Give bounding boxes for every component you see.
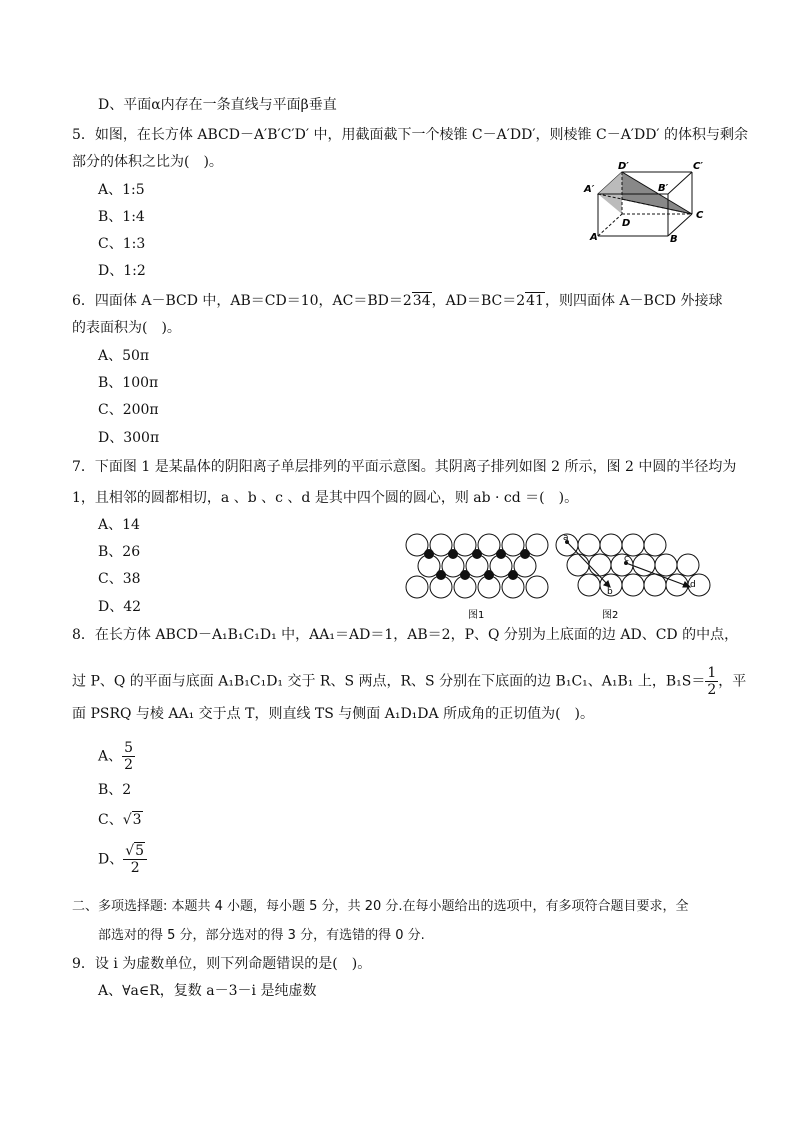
q5-label-cprime: C′ bbox=[693, 161, 703, 172]
q5-option-c: C、1:3 bbox=[98, 236, 146, 252]
q6-stem-part-a: 6．四面体 A－BCD 中，AB＝CD＝10，AC＝BD＝2 bbox=[72, 293, 412, 309]
q5-label-bprime: B′ bbox=[658, 183, 669, 194]
q8-fraction-half bbox=[705, 665, 718, 698]
q7-option-d: D、42 bbox=[98, 599, 142, 615]
q6-stem-line2: 的表面积为( )。 bbox=[72, 320, 181, 336]
q7-stem-line1: 7．下面图 1 是某晶体的阴阳离子单层排列的平面示意图。其阴离子排列如图 2 所示，图 2 中圆的半径均为 bbox=[72, 459, 737, 475]
q6-option-c: C、200π bbox=[98, 402, 159, 418]
q8-option-a-label: A、 bbox=[98, 748, 123, 765]
q5-label-a: A bbox=[590, 232, 598, 243]
q5-stem-line1: 5．如图，在长方体 ABCD－A′B′C′D′ 中，用截面截下一个棱锥 C－A′DD′，则棱锥 C－A′DD′ 的体积与剩余 bbox=[72, 127, 749, 143]
q5-label-aprime: A′ bbox=[584, 184, 595, 195]
q5-label-c: C bbox=[696, 210, 704, 221]
q6-sqrt-41: 41 bbox=[526, 293, 544, 309]
q7-option-a: A、14 bbox=[98, 517, 140, 533]
q7-option-c: C、38 bbox=[98, 571, 141, 587]
q8-fraction-num: 1 bbox=[707, 665, 717, 681]
q5-cuboid-figure bbox=[580, 158, 710, 248]
q9-stem: 9．设 i 为虚数单位，则下列命题错误的是( )。 bbox=[72, 956, 372, 972]
q5-option-a: A、1:5 bbox=[98, 182, 145, 198]
q8-fraction-den: 2 bbox=[707, 682, 717, 698]
q5-label-b: B bbox=[670, 234, 678, 245]
q8-option-d-frac bbox=[123, 843, 147, 876]
q8-stem-line2 bbox=[72, 665, 746, 698]
q6-stem-line1 bbox=[72, 291, 722, 311]
q8-option-a-frac bbox=[122, 740, 135, 773]
q8-option-d-rad: 5 bbox=[135, 843, 145, 859]
q8-option-a bbox=[98, 740, 135, 773]
q7-point-b: b bbox=[607, 587, 613, 597]
q6-option-a: A、50π bbox=[98, 348, 150, 364]
q7-point-a: a bbox=[563, 533, 569, 543]
q5-label-dprime: D′ bbox=[618, 161, 629, 172]
q9-option-a: A、∀a∈R，复数 a－3－i 是纯虚数 bbox=[98, 983, 317, 999]
q7-figure2 bbox=[552, 530, 712, 625]
q6-stem-part-c: ，则四面体 A－BCD 外接球 bbox=[544, 293, 723, 309]
q4-option-d: D、平面α内存在一条直线与平面β垂直 bbox=[98, 97, 337, 113]
q8-option-c-rad: 3 bbox=[132, 812, 142, 828]
q6-stem-part-b: ，AD＝BC＝2 bbox=[431, 293, 526, 309]
q8-stem-line1: 8．在长方体 ABCD－A₁B₁C₁D₁ 中，AA₁＝AD＝1，AB＝2，P、Q 分别为上底面的边 AD、CD 的中点， bbox=[72, 627, 739, 643]
section2-line2: 部选对的得 5 分，部分选对的得 3 分，有选错的得 0 分. bbox=[98, 928, 425, 943]
q8-option-d bbox=[98, 843, 147, 876]
q7-option-b: B、26 bbox=[98, 544, 141, 560]
q6-sqrt-34: 34 bbox=[412, 293, 431, 309]
q8-option-d-label: D、 bbox=[98, 851, 124, 868]
q8-option-d-num: √5 bbox=[123, 843, 147, 860]
q6-option-b: B、100π bbox=[98, 375, 159, 391]
q5-option-d: D、1:2 bbox=[98, 263, 146, 279]
q7-point-d: d bbox=[690, 580, 696, 590]
q8-option-c-label: C、 bbox=[98, 812, 123, 828]
q8-option-a-den: 2 bbox=[124, 757, 134, 773]
q5-label-d: D bbox=[622, 218, 631, 229]
q8-stem-line2-a: 过 P、Q 的平面与底面 A₁B₁C₁D₁ 交于 R、S 两点，R、S 分别在下底面的边 B₁C₁、A₁B₁ 上，B₁S＝ bbox=[72, 673, 706, 690]
q8-option-a-num: 5 bbox=[124, 740, 134, 756]
q7-point-c: c bbox=[624, 554, 629, 564]
q8-option-b: B、2 bbox=[98, 782, 132, 798]
q8-option-d-den: 2 bbox=[130, 860, 140, 876]
q8-option-c: C、√3 bbox=[98, 812, 142, 828]
q7-figure1 bbox=[400, 530, 560, 625]
q7-figure1-label: 图1 bbox=[468, 610, 485, 621]
q7-figure2-label: 图2 bbox=[602, 610, 619, 621]
q8-stem-line2-b: ，平 bbox=[718, 673, 747, 690]
q5-stem-line2: 部分的体积之比为( )。 bbox=[72, 154, 223, 170]
q7-stem-line2: 1，且相邻的圆都相切，a 、b 、c 、d 是其中四个圆的圆心，则 ab · cd ＝( )。 bbox=[72, 490, 579, 506]
q8-stem-line3: 面 PSRQ 与棱 AA₁ 交于点 T，则直线 TS 与侧面 A₁D₁DA 所成角的正切值为( )。 bbox=[72, 706, 594, 722]
q5-option-b: B、1:4 bbox=[98, 209, 145, 225]
section2-line1: 二、多项选择题: 本题共 4 小题，每小题 5 分，共 20 分.在每小题给出的选项中，有多项符合题目要求，全 bbox=[72, 899, 689, 914]
q5-section-shade-lower bbox=[598, 172, 622, 214]
q6-option-d: D、300π bbox=[98, 430, 160, 446]
